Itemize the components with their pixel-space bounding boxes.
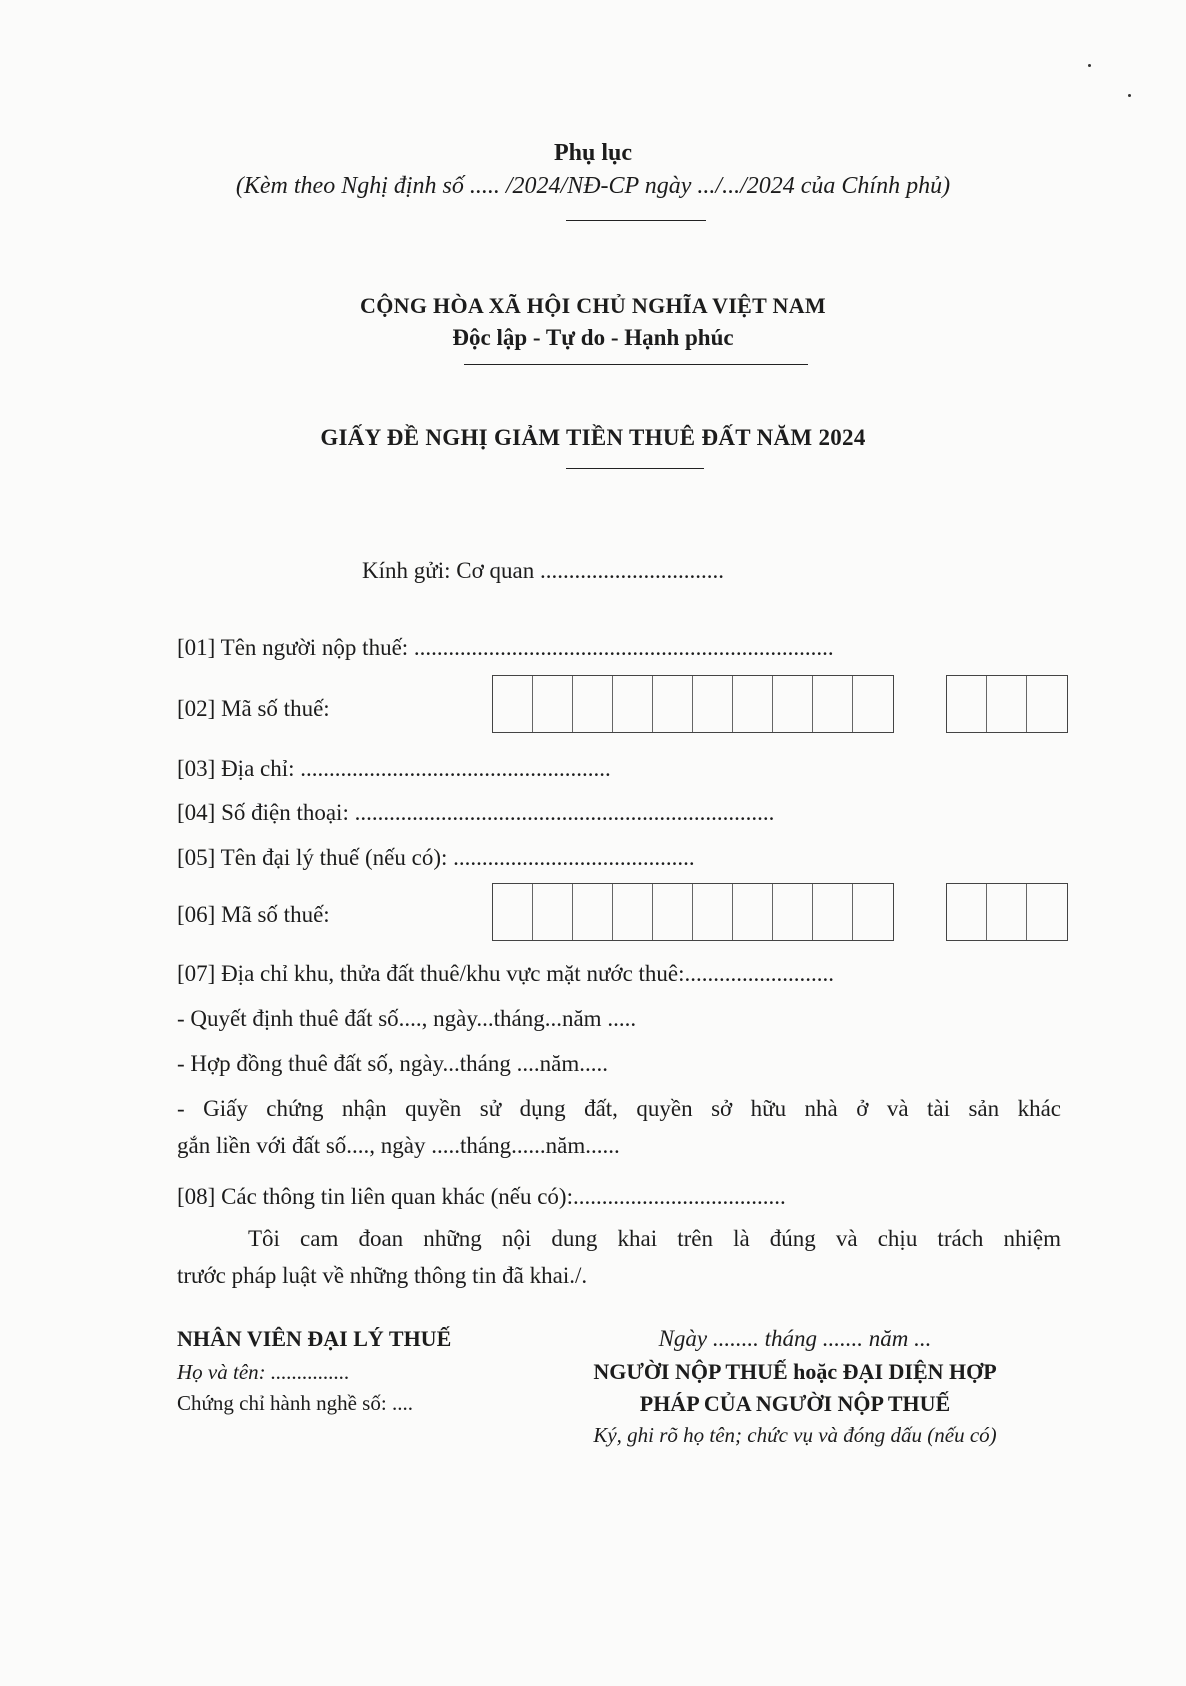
land-use-certificate-line2: gắn liền với đất số...., ngày .....tháng......năm...... [177,1133,620,1158]
tax-code-digit-box [733,676,773,732]
tax-code-digit-box [533,676,573,732]
tax-code-digit-box [853,884,893,940]
signature-instruction: Ký, ghi rõ họ tên; chức vụ và đóng dấu (nếu có) [593,1423,997,1447]
scan-speck [1088,64,1091,67]
tax-agent-name-line: Họ và tên: ............... [177,1360,350,1384]
tax-code-branch-box [987,676,1027,732]
tax-code-digit-box [773,676,813,732]
taxpayer-signature-heading-line1: NGƯỜI NỘP THUẾ hoặc ĐẠI DIỆN HỢP [593,1359,997,1384]
phone-field: [04] Số điện thoại: ......................................................................... [177,800,775,825]
national-motto-subtitle: Độc lập - Tự do - Hạnh phúc [452,325,734,350]
tax-agent-tax-code-boxes [492,883,894,941]
declaration-line2: trước pháp luật về những thông tin đã khai./. [177,1263,588,1288]
land-lease-contract: - Hợp đồng thuê đất số, ngày...tháng ....năm..... [177,1051,608,1076]
appendix-divider [566,220,706,221]
addressee-line: Kính gửi: Cơ quan ................................ [362,558,724,583]
signature-date-line: Ngày ........ tháng ....... năm ... [658,1326,932,1351]
tax-code-digit-box [733,884,773,940]
scan-speck [1128,94,1131,97]
tax-code-branch-box [1027,884,1067,940]
tax-agent-tax-code-label: [06] Mã số thuế: [177,902,330,927]
tax-code-digit-box [813,884,853,940]
tax-code-digit-box [693,676,733,732]
appendix-title: Phụ lục [553,140,633,166]
land-lease-decision: - Quyết định thuê đất số...., ngày...tháng...năm ..... [177,1006,637,1031]
tax-code-branch-box [947,884,987,940]
tax-code-digit-box [613,676,653,732]
land-use-certificate-line1: - Giấy chứng nhận quyền sử dụng đất, quyền sở hữu nhà ở và tài sản khác [177,1096,1061,1121]
address-field: [03] Địa chỉ: ...................................................... [177,756,611,781]
form-title-divider [566,468,704,469]
tax-code-digit-box [533,884,573,940]
form-title: GIẤY ĐỀ NGHỊ GIẢM TIỀN THUÊ ĐẤT NĂM 2024 [320,425,866,450]
tax-code-digit-box [613,884,653,940]
tax-code-digit-box [693,884,733,940]
tax-agent-staff-heading: NHÂN VIÊN ĐẠI LÝ THUẾ [177,1326,452,1351]
taxpayer-tax-code-branch-boxes [946,675,1068,733]
national-motto-title: CỘNG HÒA XÃ HỘI CHỦ NGHĨA VIỆT NAM [360,293,826,318]
tax-code-digit-box [813,676,853,732]
tax-code-digit-box [493,676,533,732]
tax-code-digit-box [773,884,813,940]
taxpayer-tax-code-boxes [492,675,894,733]
tax-code-branch-box [987,884,1027,940]
tax-agent-name-field: [05] Tên đại lý thuế (nếu có): .......................................... [177,845,695,870]
land-location-field: [07] Địa chỉ khu, thửa đất thuê/khu vực mặt nước thuê:.......................... [177,961,835,986]
declaration-line1: Tôi cam đoan những nội dung khai trên là đúng và chịu trách nhiệm [248,1226,1061,1251]
tax-code-digit-box [853,676,893,732]
other-info-field: [08] Các thông tin liên quan khác (nếu có):..................................... [177,1184,786,1209]
taxpayer-signature-heading-line2: PHÁP CỦA NGƯỜI NỘP THUẾ [639,1391,951,1416]
tax-code-digit-box [573,676,613,732]
tax-agent-tax-code-branch-boxes [946,883,1068,941]
tax-code-digit-box [573,884,613,940]
tax-code-digit-box [493,884,533,940]
tax-agent-certificate-line: Chứng chỉ hành nghề số: .... [177,1391,413,1415]
tax-code-digit-box [653,884,693,940]
tax-code-digit-box [653,676,693,732]
tax-code-branch-box [1027,676,1067,732]
taxpayer-name-field: [01] Tên người nộp thuế: ......................................................................... [177,635,834,660]
tax-code-branch-box [947,676,987,732]
taxpayer-tax-code-label: [02] Mã số thuế: [177,696,330,721]
appendix-subtitle: (Kèm theo Nghị định số ..... /2024/NĐ-CP ngày .../.../2024 của Chính phủ) [235,173,951,199]
motto-divider [464,364,808,365]
